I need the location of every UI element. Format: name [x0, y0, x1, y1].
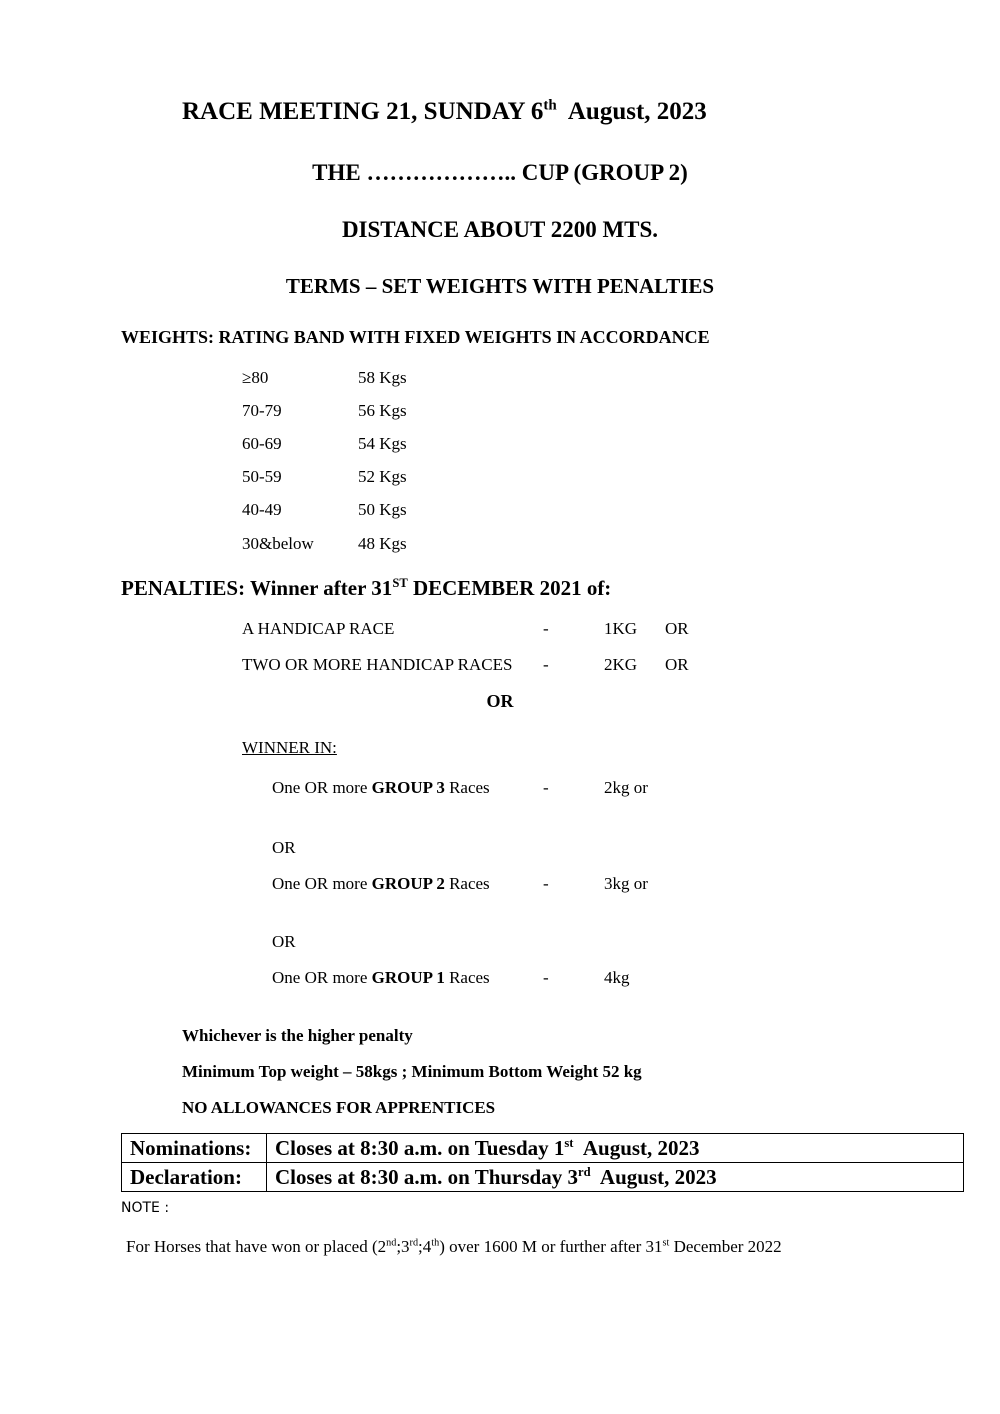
weight-value: 52 Kgs [358, 467, 407, 486]
weight-value: 54 Kgs [358, 434, 407, 453]
closing-label: Declaration: [122, 1163, 267, 1192]
weight-band: ≥80 [242, 368, 269, 387]
note-label: NOTE : [121, 1200, 170, 1216]
closing-dates-table [121, 1133, 964, 1192]
or-separator: OR [486, 691, 514, 711]
handicap-kg: 2KG [604, 655, 638, 674]
group-dash: - [543, 874, 549, 893]
closing-label: Nominations: [122, 1134, 267, 1163]
table-row [122, 1134, 964, 1163]
page-title: RACE MEETING 21, SUNDAY 6th August, 2023 [182, 97, 707, 125]
handicap-dash: - [543, 655, 549, 674]
group-kg: 3kg or [604, 874, 648, 893]
group-dash: - [543, 778, 549, 797]
or-separator: OR [272, 932, 296, 951]
group-penalty: One OR more GROUP 2 Races [272, 874, 490, 893]
handicap-or: OR [665, 655, 689, 674]
closing-value: Closes at 8:30 a.m. on Thursday 3rd August, 2023 [267, 1163, 964, 1192]
distance-line: DISTANCE ABOUT 2200 MTS. [341, 217, 659, 242]
handicap-label: TWO OR MORE HANDICAP RACES [242, 655, 513, 674]
table-row [122, 1163, 964, 1192]
apprentices-note: NO ALLOWANCES FOR APPRENTICES [182, 1098, 496, 1117]
note-text: For Horses that have won or placed (2nd;3rd;4th) over 1600 M or further after 31st December 2022 [126, 1237, 782, 1256]
cup-title: THE ……………….. CUP (GROUP 2) [312, 160, 688, 185]
minimum-weights-note: Minimum Top weight – 58kgs ; Minimum Bottom Weight 52 kg [182, 1062, 642, 1081]
winner-in-label: WINNER IN: [242, 738, 337, 757]
weights-heading: WEIGHTS: RATING BAND WITH FIXED WEIGHTS IN ACCORDANCE [121, 327, 710, 347]
group-kg: 2kg or [604, 778, 648, 797]
weight-band: 70-79 [242, 401, 282, 420]
weight-value: 56 Kgs [358, 401, 407, 420]
weight-value: 50 Kgs [358, 500, 407, 519]
weight-band: 40-49 [242, 500, 282, 519]
weight-band: 50-59 [242, 467, 282, 486]
or-separator: OR [272, 838, 296, 857]
handicap-kg: 1KG [604, 619, 638, 638]
group-kg: 4kg [604, 968, 630, 987]
handicap-or: OR [665, 619, 689, 638]
penalties-heading: PENALTIES: Winner after 31ST DECEMBER 2021 of: [121, 576, 612, 600]
handicap-dash: - [543, 619, 549, 638]
group-penalty: One OR more GROUP 1 Races [272, 968, 490, 987]
weight-value: 48 Kgs [358, 534, 407, 553]
higher-penalty-note: Whichever is the higher penalty [182, 1026, 413, 1045]
group-dash: - [543, 968, 549, 987]
group-penalty: One OR more GROUP 3 Races [272, 778, 490, 797]
weight-value: 58 Kgs [358, 368, 407, 387]
terms-line: TERMS – SET WEIGHTS WITH PENALTIES [285, 274, 715, 298]
weight-band: 30&below [242, 534, 314, 553]
handicap-label: A HANDICAP RACE [242, 619, 395, 638]
weight-band: 60-69 [242, 434, 282, 453]
closing-value: Closes at 8:30 a.m. on Tuesday 1st August, 2023 [267, 1134, 964, 1163]
